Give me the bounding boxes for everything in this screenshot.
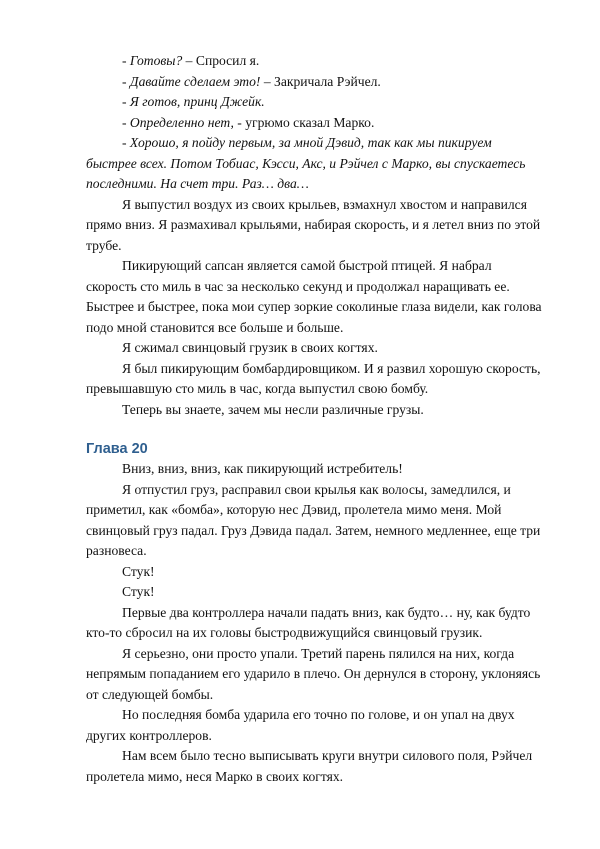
dialogue-italic: - Давайте сделаем это! xyxy=(122,73,261,89)
paragraph xyxy=(86,338,542,359)
dialogue-tag: - угрюмо сказал Марко. xyxy=(233,114,375,130)
paragraph xyxy=(86,195,542,257)
dialogue-tag: – Закричала Рэйчел. xyxy=(260,73,381,89)
paragraph xyxy=(86,113,542,134)
paragraph-text: Теперь вы знаете, зачем мы несли различные грузы. xyxy=(122,401,424,417)
text-block-chapter-20 xyxy=(86,459,542,787)
paragraph: Стук! xyxy=(122,584,155,599)
dialogue-italic: - Готовы? xyxy=(122,53,183,68)
dialogue-italic: - Хорошо, я пойду первым, за мной Дэвид, так как мы пикируем быстрее всех. Потом Тобиас, Кэсси, Акс, и Рэйчел с Марко, вы спускаетесь последними. На счет три. Раз… два… xyxy=(86,135,526,191)
paragraph: Я серьезно, они просто упали. Третий парень пялился на них, когда непрямым попаданием его ударило в плечо. Он дернулся в сторону, уклоняясь от следующей бомбы. xyxy=(86,645,541,702)
paragraph xyxy=(86,256,542,338)
paragraph: Я отпустил груз, расправил свои крылья как волосы, замедлился, и приметил, как «бомба», которую нес Дэвид, пролетела мимо меня. Мой свинцовый груз падал. Груз Дэвида падал. Затем, немного медленнее, еще три разновеса. xyxy=(86,481,541,558)
paragraph xyxy=(86,72,542,93)
paragraph-text: Я был пикирующим бомбардировщиком. И я развил хорошую скорость, превышавшую сто миль в час, когда выпустил свою бомбу. xyxy=(86,360,541,396)
paragraph-text: Я выпустил воздух из своих крыльев, взмахнул хвостом и направился прямо вниз. Я размахивал крыльями, набирая скорость, и я летел вниз по этой трубе. xyxy=(86,196,541,253)
paragraph: Но последняя бомба ударила его точно по голове, и он упал на двух других контроллеров. xyxy=(86,707,515,743)
dialogue-italic: - Я готов, принц Джейк. xyxy=(122,94,265,109)
paragraph xyxy=(86,359,542,400)
dialogue-italic: - Определенно нет, xyxy=(122,114,234,130)
paragraph xyxy=(86,400,542,421)
paragraph-text: Пикирующий сапсан является самой быстрой птицей. Я набрал скорость сто миль в час за несколько секунд и продолжал наращивать ее. Быстрее и быстрее, пока мои супер зоркие соколиные глаза видели, как голова подо мной становится все больше и больше. xyxy=(86,258,542,335)
chapter-heading: Глава 20 xyxy=(86,441,148,457)
paragraph: Нам всем было тесно выписывать круги внутри силового поля, Рэйчел пролетела мимо, неся Марко в своих когтях. xyxy=(86,748,533,784)
paragraph: Стук! xyxy=(122,563,155,579)
paragraph-text: Я сжимал свинцовый грузик в своих когтях. xyxy=(122,340,378,355)
paragraph xyxy=(86,133,542,195)
text-block-top xyxy=(86,51,542,420)
paragraph xyxy=(86,92,542,113)
paragraph: Первые два контроллера начали падать вниз, как будто… ну, как будто кто-то сбросил на их головы быстродвижущийся свинцовый грузик. xyxy=(86,604,531,640)
paragraph xyxy=(86,51,542,72)
dialogue-tag: – Спросил я. xyxy=(182,53,260,68)
paragraph: Вниз, вниз, вниз, как пикирующий истребитель! xyxy=(122,461,403,476)
